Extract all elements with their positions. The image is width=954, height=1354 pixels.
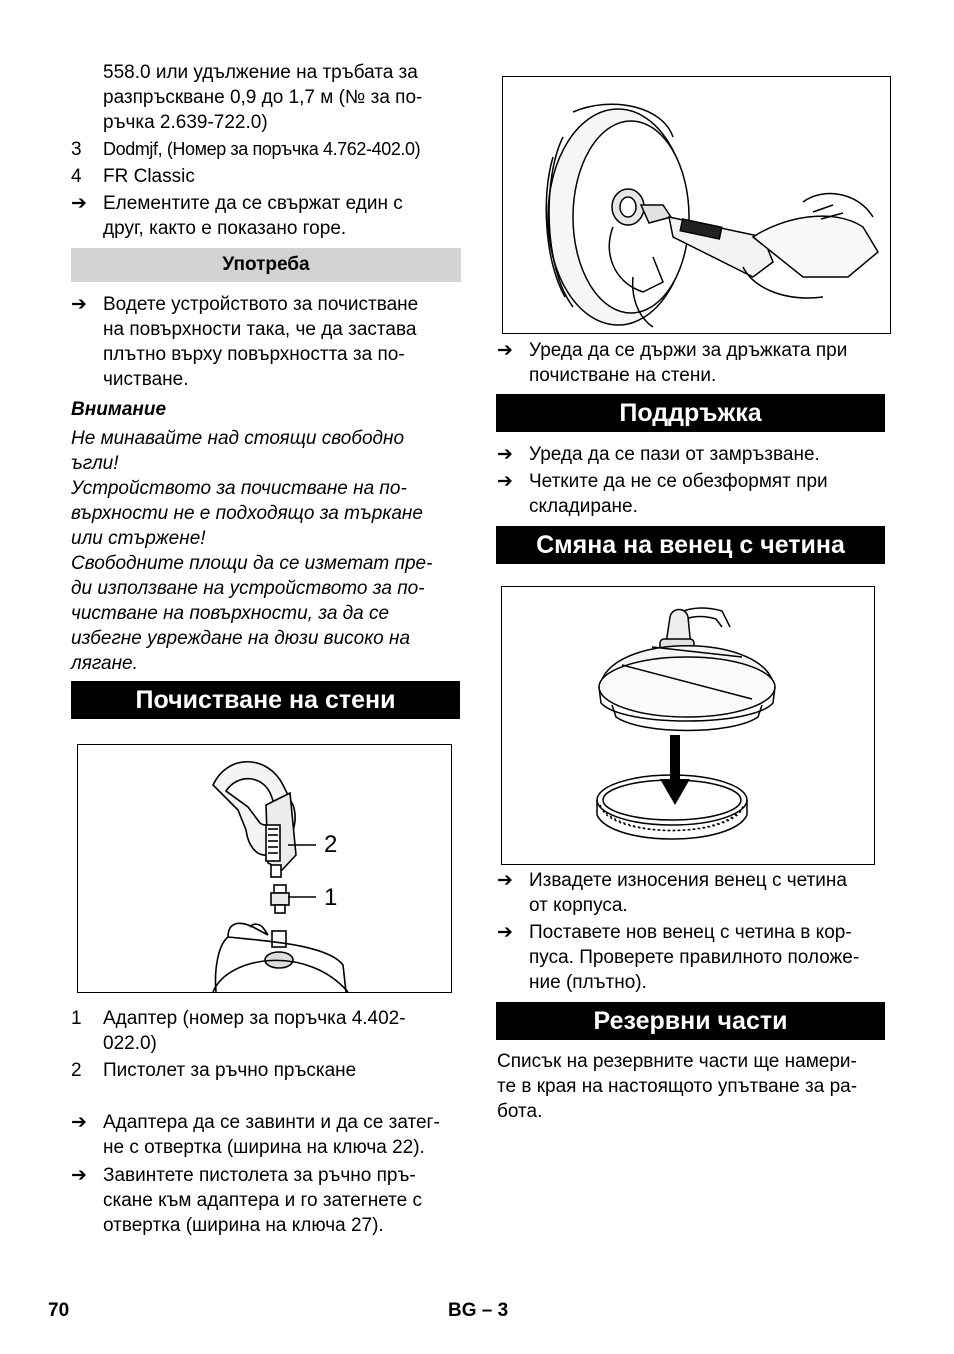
caution-title: Внимание (71, 399, 167, 420)
text-line: ди използване на устройството за по- (71, 578, 425, 599)
text-line: друг, както е показано горе. (103, 218, 347, 239)
list-number: 3 (71, 139, 82, 160)
text-line: плътно върху повърхността за по- (103, 344, 405, 365)
figure-label-2: 2 (324, 831, 338, 858)
wall-cleaning-illustration (503, 77, 890, 333)
maintenance-step-1 (497, 442, 885, 467)
text-line: ние (плътно). (529, 972, 647, 993)
text-line: отвертка (ширина на ключа 27). (103, 1215, 384, 1236)
text-line: Четките да не се обезформят при (529, 471, 828, 492)
page-number: 70 (48, 1300, 70, 1321)
list-number: 1 (71, 1008, 82, 1029)
legend-item-2 (71, 1058, 441, 1083)
text-line: 022.0) (103, 1033, 157, 1054)
step-adapter (71, 1110, 463, 1160)
spares-heading: Резервни части (496, 1002, 885, 1040)
legend-item-1 (71, 1006, 441, 1056)
text-line: бота. (497, 1101, 543, 1122)
text-line: избегне увреждане на дюзи високо на (71, 628, 411, 649)
text-line: от корпуса. (529, 895, 628, 916)
spares-text (497, 1049, 889, 1124)
text-line: Извадете износения венец с четина (529, 870, 847, 891)
usage-step (71, 292, 441, 392)
arrow-right-icon: ➔ (71, 1112, 87, 1133)
list-number: 2 (71, 1060, 82, 1081)
text-line: Свободните площи да се изметат пре- (71, 553, 433, 574)
text-line: 558.0 или удължение на тръбата за (103, 62, 418, 83)
text-line: ъгли! (71, 453, 119, 474)
hold-step (497, 338, 885, 388)
figure-label-1: 1 (324, 884, 338, 911)
gun-adapter-figure (77, 744, 452, 993)
text-line: Списък на резервните части ще намери- (497, 1051, 857, 1072)
text-line: Уреда да се пази от замръзване. (529, 444, 820, 465)
list-item-4 (71, 164, 441, 189)
caution-text (71, 426, 466, 676)
list-number: 4 (71, 166, 82, 187)
text-line: скане към адаптера и го затегнете с (103, 1190, 423, 1211)
maintenance-heading: Поддръжка (496, 394, 885, 432)
text-line: Адаптер (номер за поръчка 4.402- (103, 1008, 406, 1029)
walls-heading: Почистване на стени (71, 681, 460, 719)
text-line: върхности не е подходящо за търкане (71, 503, 423, 524)
list-item-3 (71, 137, 471, 162)
text-line: те в края на настоящото упътване за ра- (497, 1076, 858, 1097)
text-line: разпръскване 0,9 до 1,7 м (№ за по- (103, 87, 423, 108)
text-line: чистване. (103, 369, 189, 390)
text-line: Не минавайте над стоящи свободно (71, 428, 405, 449)
text-line: Устройството за почистване на по- (71, 478, 407, 499)
brush-ring-figure (501, 586, 875, 865)
connect-step (71, 191, 441, 241)
text-line: не с отвертка (ширина на ключа 22). (103, 1137, 425, 1158)
text-line: лягане. (71, 653, 138, 674)
list-text: FR Classic (103, 166, 195, 187)
arrow-right-icon: ➔ (497, 922, 513, 943)
wall-cleaning-figure (502, 76, 891, 334)
text-line: на повърхности така, че да застава (103, 319, 417, 340)
brush-heading: Смяна на венец с четина (496, 526, 885, 564)
maintenance-step-2 (497, 469, 885, 519)
step-gun (71, 1163, 441, 1238)
text-line: Поставете нов венец с четина в кор- (529, 922, 852, 943)
brush-step-1 (497, 868, 885, 918)
text-line: пуса. Проверете правилното положе- (529, 947, 860, 968)
gun-adapter-illustration (78, 745, 451, 992)
arrow-right-icon: ➔ (71, 193, 87, 214)
brush-ring-illustration (502, 587, 874, 864)
text-line: Завинтете пистолета за ръчно пръ- (103, 1165, 416, 1186)
arrow-right-icon: ➔ (71, 1165, 87, 1186)
text-line: Водете устройството за почистване (103, 294, 419, 315)
arrow-right-icon: ➔ (497, 340, 513, 361)
text-line: Адаптера да се завинти и да се затег- (103, 1112, 440, 1133)
text-line: ръчка 2.639-722.0) (103, 112, 268, 133)
text-line: почистване на стени. (529, 365, 717, 386)
arrow-right-icon: ➔ (71, 294, 87, 315)
arrow-right-icon: ➔ (497, 444, 513, 465)
text-line: или стържене! (71, 528, 206, 549)
text-line: чистване на повърхности, за да се (71, 603, 390, 624)
text-line: Пистолет за ръчно пръскане (103, 1060, 357, 1081)
usage-heading: Употреба (71, 248, 461, 282)
list-text: Dodmjf, (Номер за поръчка 4.762-402.0) (103, 139, 421, 159)
arrow-right-icon: ➔ (497, 471, 513, 492)
text-line: Елементите да се свържат един с (103, 193, 403, 214)
text-line: Уреда да се държи за дръжката при (529, 340, 848, 361)
arrow-right-icon: ➔ (497, 870, 513, 891)
section-label: BG – 3 (448, 1300, 509, 1321)
intro-text (103, 60, 473, 135)
brush-step-2 (497, 920, 885, 995)
text-line: складиране. (529, 496, 638, 517)
